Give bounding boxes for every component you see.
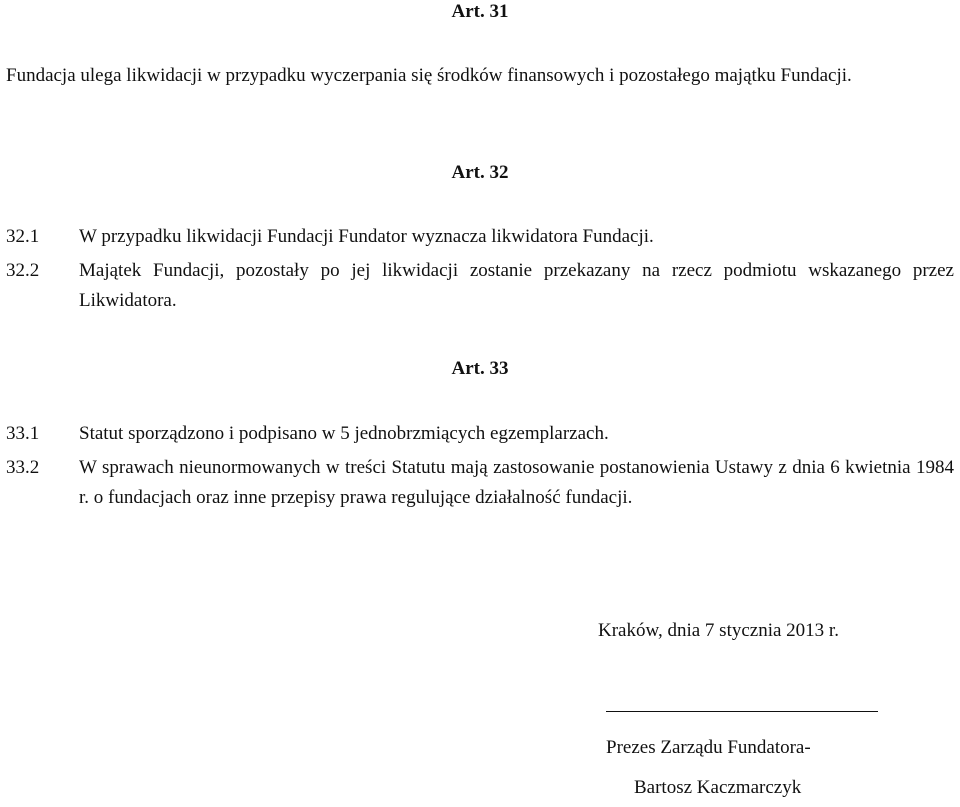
place-and-date: Kraków, dnia 7 stycznia 2013 r.: [598, 620, 839, 641]
article-32-heading: Art. 32: [451, 162, 509, 183]
signatory-name: Bartosz Kaczmarczyk: [634, 777, 802, 798]
signatory-role: Prezes Zarządu Fundatora-: [606, 737, 811, 758]
section-text: W sprawach nieunormowanych w treści Statutu mają zastosowanie postanowienia Ustawy z dnia 6 kwietnia 1984 r. o fundacjach oraz inne przepisy prawa regulujące działalność fundacji.: [79, 457, 954, 508]
section-number: 33.1: [6, 423, 40, 444]
section-text: Statut sporządzono i podpisano w 5 jednobrzmiących egzemplarzach.: [79, 423, 609, 444]
section-number: 32.1: [6, 226, 40, 247]
article-31-paragraph: Fundacja ulega likwidacji w przypadku wyczerpania się środków finansowych i pozostałego majątku Fundacji.: [6, 65, 852, 86]
article-31-heading: Art. 31: [451, 1, 509, 22]
section-text: W przypadku likwidacji Fundacji Fundator wyznacza likwidatora Fundacji.: [79, 226, 654, 247]
section-number: 32.2: [6, 260, 40, 281]
article-33-heading: Art. 33: [451, 358, 509, 379]
section-number: 33.2: [6, 457, 40, 478]
section-text: Majątek Fundacji, pozostały po jej likwidacji zostanie przekazany na rzecz podmiotu wskazanego przez Likwidatora.: [79, 260, 954, 311]
signature-line: [606, 711, 878, 712]
